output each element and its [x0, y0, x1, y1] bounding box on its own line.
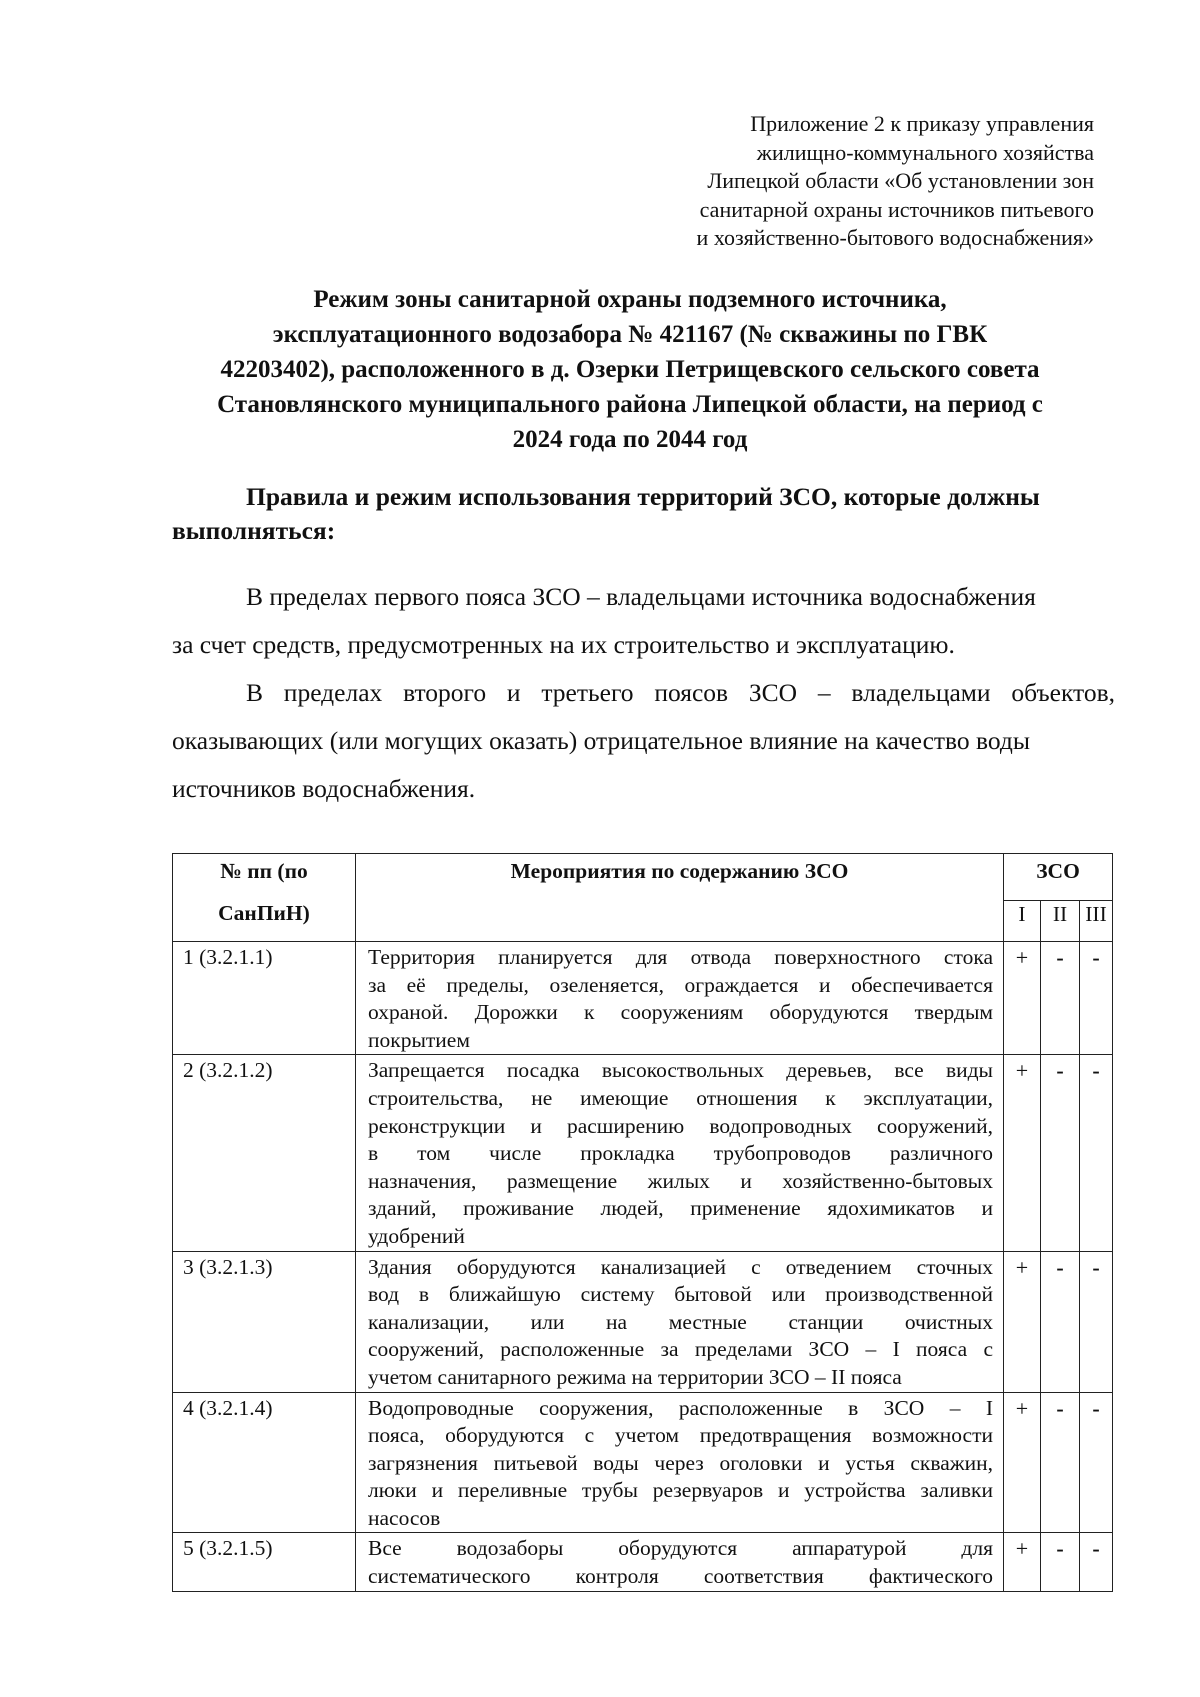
belt-2-mark: - [1041, 1055, 1080, 1251]
paragraph-first-belt [172, 573, 1115, 669]
zso-measures-table [172, 853, 1113, 1592]
table-row [173, 942, 1113, 1055]
appendix-line: жилищно-коммунального хозяйства [756, 139, 1094, 165]
rules-heading-line: выполняться: [172, 516, 336, 545]
belt-3-mark: - [1080, 1533, 1113, 1591]
paragraph-line: оказывающих (или могущих оказать) отрицательное влияние на качество воды [172, 726, 1031, 755]
belt-3-mark: - [1080, 1055, 1113, 1251]
measure-line: систематического контроля соответствия фактического [368, 1564, 993, 1589]
row-number: 3 (3.2.1.3) [173, 1251, 356, 1392]
rules-heading-line: Правила и режим использования территорий ЗСО, которые должны [246, 482, 1040, 511]
measure-line: учетом санитарного режима на территории ЗСО – II пояса [368, 1364, 902, 1389]
appendix-line: санитарной охраны источников питьевого [699, 196, 1094, 222]
title-line: 42203402), расположенного в д. Озерки Петрищевского сельского совета [220, 356, 1040, 383]
measure-line: покрытием [368, 1027, 470, 1052]
belt-2-mark: - [1041, 1251, 1080, 1392]
belt-3-mark: - [1080, 1251, 1113, 1392]
row-measure [356, 1533, 1004, 1591]
row-measure [356, 1392, 1004, 1533]
measure-line: сооружений, расположенные за пределами ЗСО – I пояса с [368, 1337, 993, 1362]
belt-1-mark: + [1004, 1533, 1041, 1591]
title-line: Режим зоны санитарной охраны подземного источника, [313, 286, 947, 313]
table-row [173, 1533, 1113, 1591]
measure-line: строительства, не имеющие отношения к эксплуатации, [368, 1085, 993, 1110]
header-measures: Мероприятия по содержанию ЗСО [356, 854, 1004, 942]
header-belt-2: II [1041, 901, 1080, 942]
title-line: Становлянского муниципального района Липецкой области, на период с [217, 391, 1043, 418]
measure-line: за её пределы, озеленяется, ограждается и обеспечивается [368, 972, 993, 997]
paragraph-line: В пределах второго и третьего поясов ЗСО – владельцами объектов, [246, 678, 1115, 707]
belt-1-mark: + [1004, 942, 1041, 1055]
belt-1-mark: + [1004, 1251, 1041, 1392]
appendix-note [614, 110, 1094, 253]
measure-line: загрязнения питьевой воды через оголовки и устья скважин, [368, 1450, 993, 1475]
table-row [173, 1055, 1113, 1251]
title-line: 2024 года по 2044 год [512, 426, 748, 453]
header-number-line: № пп (по [220, 859, 308, 883]
paragraph-line: источников водоснабжения. [172, 774, 476, 803]
measure-line: Здания оборудуются канализацией с отведением сточных [368, 1254, 993, 1279]
belt-1-mark: + [1004, 1392, 1041, 1533]
row-number: 1 (3.2.1.1) [173, 942, 356, 1055]
measure-line: Водопроводные сооружения, расположенные в ЗСО – I [368, 1395, 993, 1420]
appendix-line: и хозяйственно-бытового водоснабжения» [696, 225, 1094, 250]
header-zso: ЗСО [1004, 854, 1113, 901]
table-row [173, 1251, 1113, 1392]
appendix-line: Приложение 2 к приказу управления [750, 111, 1094, 136]
header-number-line: СанПиН) [218, 901, 310, 925]
row-number: 4 (3.2.1.4) [173, 1392, 356, 1533]
title-line: эксплуатационного водозабора № 421167 (№ скважины по ГВК [272, 321, 988, 348]
rules-heading [172, 480, 1117, 548]
measure-line: удобрений [368, 1223, 465, 1248]
measure-line: реконструкции и расширению водопроводных сооружений, [368, 1113, 993, 1138]
header-belt-1: I [1004, 901, 1041, 942]
measure-line: в том числе прокладка трубопроводов различного [368, 1141, 993, 1166]
measure-line: насосов [368, 1505, 441, 1530]
row-number: 2 (3.2.1.2) [173, 1055, 356, 1251]
measure-line: люки и переливные трубы резервуаров и устройства заливки [368, 1478, 993, 1503]
paragraph-second-third-belts [172, 669, 1115, 813]
measure-line: зданий, проживание людей, применение ядохимикатов и [368, 1196, 993, 1221]
measure-line: назначения, размещение жилых и хозяйственно-бытовых [368, 1168, 993, 1193]
paragraph-line: за счет средств, предусмотренных на их строительство и эксплуатацию. [172, 630, 955, 659]
belt-3-mark: - [1080, 1392, 1113, 1533]
row-measure [356, 942, 1004, 1055]
row-measure [356, 1251, 1004, 1392]
belt-2-mark: - [1041, 942, 1080, 1055]
row-measure [356, 1055, 1004, 1251]
measure-line: Запрещается посадка высокоствольных деревьев, все виды [368, 1058, 993, 1083]
belt-2-mark: - [1041, 1533, 1080, 1591]
measure-line: пояса, оборудуются с учетом предотвращения возможности [368, 1423, 993, 1448]
measure-line: канализации, или на местные станции очистных [368, 1309, 993, 1334]
header-belt-3: III [1080, 901, 1113, 942]
measure-line: вод в ближайшую систему бытовой или производственной [368, 1282, 993, 1307]
belt-2-mark: - [1041, 1392, 1080, 1533]
measure-line: Все водозаборы оборудуются аппаратурой для [368, 1536, 993, 1561]
belt-3-mark: - [1080, 942, 1113, 1055]
table-row [173, 1392, 1113, 1533]
belt-1-mark: + [1004, 1055, 1041, 1251]
appendix-line: Липецкой области «Об установлении зон [707, 168, 1094, 193]
row-number: 5 (3.2.1.5) [173, 1533, 356, 1591]
measure-line: охраной. Дорожки к сооружениям оборудуются твердым [368, 1000, 993, 1025]
paragraph-line: В пределах первого пояса ЗСО – владельцами источника водоснабжения [246, 582, 1036, 611]
measure-line: Территория планируется для отвода поверхностного стока [368, 945, 993, 969]
document-title [160, 282, 1100, 457]
header-number [173, 854, 356, 942]
